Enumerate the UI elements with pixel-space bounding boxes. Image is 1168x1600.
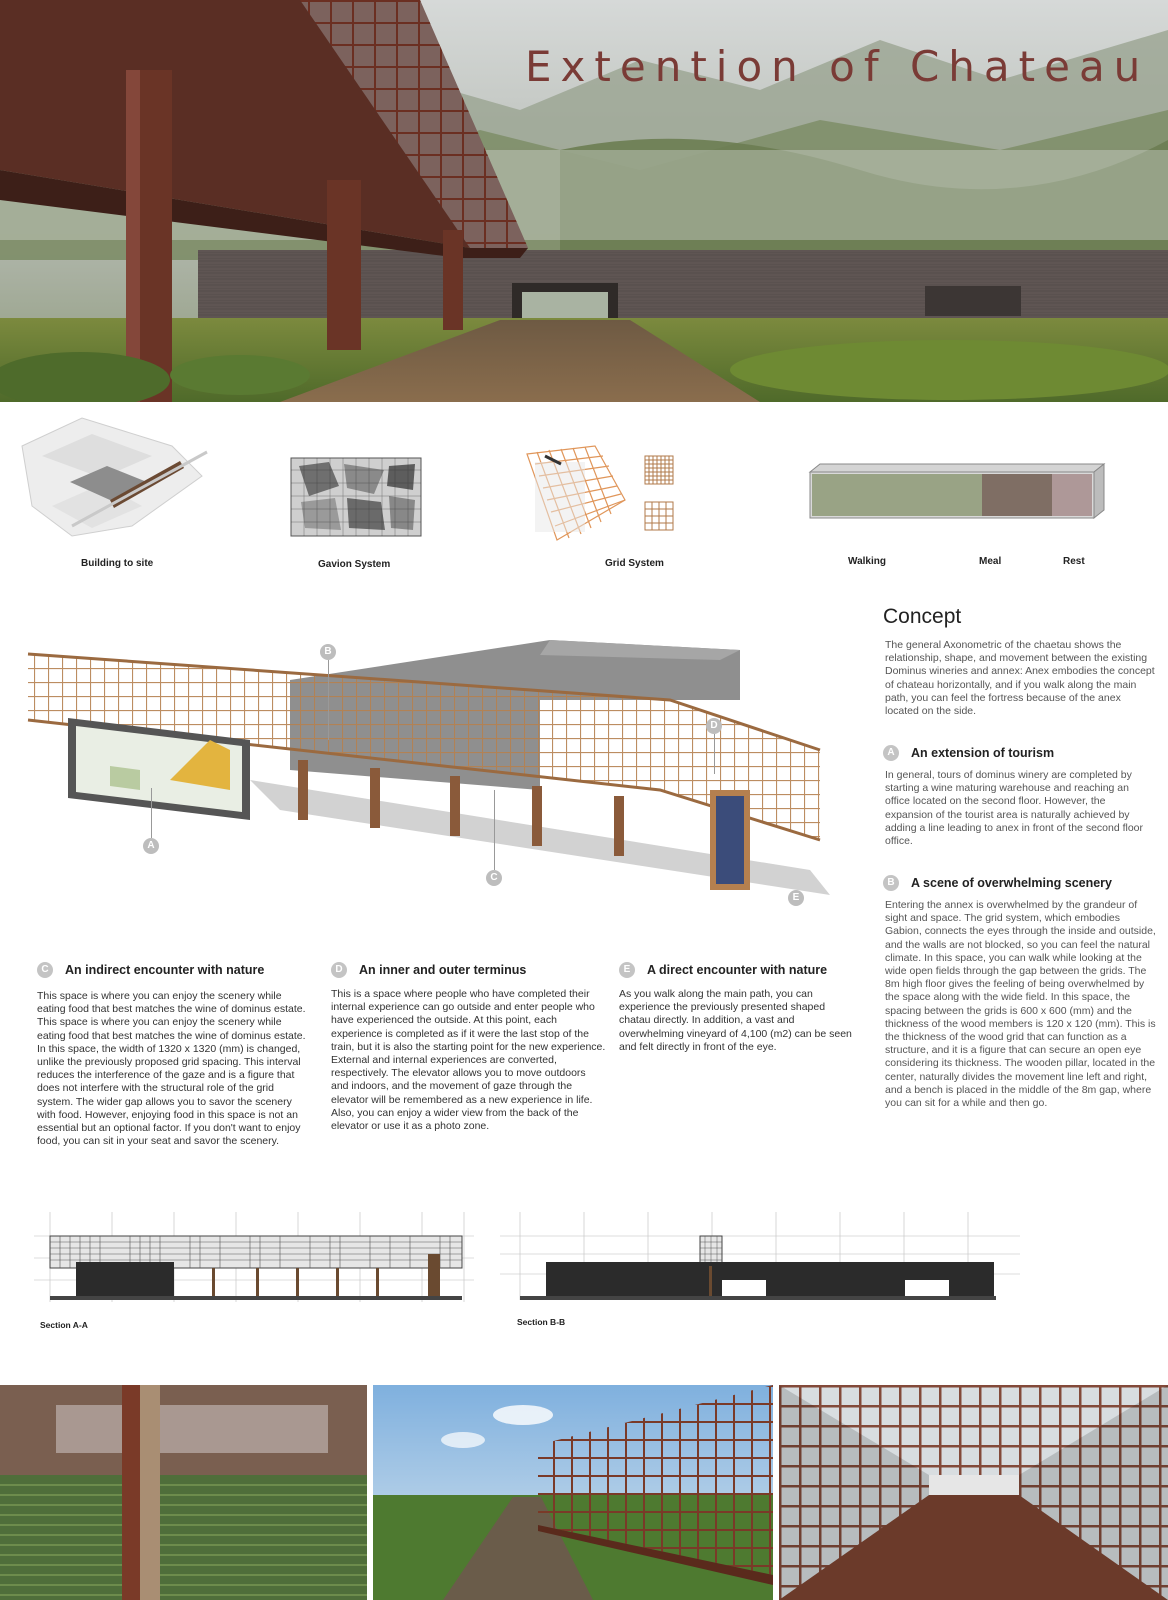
- marker-e: E: [788, 890, 804, 906]
- label-gavion-system: Gavion System: [318, 559, 391, 570]
- heading-d-title: An inner and outer terminus: [359, 963, 527, 977]
- marker-line-b: [328, 660, 329, 740]
- heading-e: [619, 962, 827, 978]
- label-grid-system: Grid System: [605, 558, 664, 569]
- aerial-plan-render: [0, 1385, 367, 1600]
- heading-b-title: A scene of overwhelming scenery: [911, 876, 1113, 890]
- section-bb: [500, 1210, 1020, 1306]
- hero-render: [0, 0, 1168, 402]
- heading-c-title: An indirect encounter with nature: [65, 963, 265, 977]
- section-aa-drawing: [34, 1210, 474, 1310]
- heading-d: [331, 962, 526, 978]
- body-d: This is a space where people who have completed their internal experience can go outside and enter people who have experienced the outside. At this point, each experience is completed as if it were the last stop of the train, but it is also the starting point for the new experience. External and internal experiences are converted, respectively. The elevator allows you to move outdoors and indoors, and the movement of gaze through the elevator will be remembered as a new experience in life. Also, you can enjoy a wider view from the back of the elevator or use it as a photo zone.: [331, 988, 606, 1133]
- grid-drawing: [525, 440, 685, 546]
- gavion-diagram: [289, 456, 423, 538]
- heading-b: [883, 875, 1112, 891]
- marker-c: C: [486, 870, 502, 886]
- marker-line-d: [714, 734, 715, 774]
- heading-e-title: A direct encounter with nature: [647, 963, 828, 977]
- heading-c: [37, 962, 264, 978]
- gavion-drawing: [289, 456, 423, 538]
- render-aerial: [0, 1385, 367, 1600]
- marker-line-c: [494, 790, 495, 870]
- label-walking: Walking: [848, 556, 886, 567]
- label-rest: Rest: [1063, 556, 1085, 567]
- marker-b: B: [320, 644, 336, 660]
- section-aa: [34, 1210, 474, 1310]
- badge-c: C: [37, 962, 53, 978]
- label-building-to-site: Building to site: [81, 558, 154, 569]
- exterior-perspective-render: [373, 1385, 773, 1600]
- site-plan-drawing: [12, 416, 212, 544]
- section-bb-label: Section B-B: [517, 1317, 566, 1327]
- heading-a-title: An extension of tourism: [911, 746, 1055, 760]
- section-aa-label: Section A-A: [40, 1320, 88, 1330]
- badge-b: B: [883, 875, 899, 891]
- interior-corridor-render: [779, 1385, 1168, 1600]
- body-c: This space is where you can enjoy the scenery while eating food that best matches the wine of dominus estate. This space is where you can enjoy the scenery while eating food that best matches the wine of dominus estate. In this space, the width of 1320 x 1320 (mm) is changed, unlike the previously proposed grid spacing. This interval reduces the interference of the gaze and is a figure that does not interfere with the structural role of the grid system. The wider gap allows you to savor the scenery with food. However, enjoying food in this space is not an essential but an optional factor. If you don't want to enjoy food, you can sit in your seat and savor the scenery.: [37, 990, 306, 1148]
- badge-d: D: [331, 962, 347, 978]
- render-interior: [779, 1385, 1168, 1600]
- marker-a: A: [143, 838, 159, 854]
- site-diagram: [12, 416, 212, 544]
- body-b: Entering the annex is overwhelmed by the grandeur of sight and space. The grid system, which embodies Gabion, connects the eyes through the inside and outside, and the walls are not blocked, so you can feel the natural climate. In this space, you can walk while looking at the wide open fields through the gap between the grids. The 8m high floor gives the feeling of being overwhelmed by the space along with the wide field. In this space, the spacing between the grids is 600 x 600 (mm) and the thickness of the wood members is 120 x 120 (mm). This is the thickness of the wood grid that can function as a structure, and it is a figure that can secure an open eye considering its thickness. The wooden pillar, located in the center, naturally divides the movement line left and right, and a bench is placed in the middle of the 8m gap, where you can sit for a while and then go.: [885, 899, 1156, 1110]
- poster-title: Extention of Chateau: [525, 42, 1150, 91]
- grid-diagram: [525, 440, 685, 546]
- render-exterior: [373, 1385, 773, 1600]
- badge-e: E: [619, 962, 635, 978]
- marker-d: D: [706, 718, 722, 734]
- axonometric-model: [20, 640, 840, 930]
- concept-body: The general Axonometric of the chaetau shows the relationship, shape, and movement between the existing Dominus wineries and annex: Anex embodies the concept of chateau horizontally, and if you walk along the main path, you can feel the fortress because of the anex located on the side.: [885, 639, 1155, 718]
- section-bb-drawing: [500, 1210, 1020, 1306]
- badge-a: A: [883, 745, 899, 761]
- marker-line-a: [151, 788, 152, 838]
- label-meal: Meal: [979, 556, 1002, 567]
- concept-heading: Concept: [883, 605, 962, 628]
- program-diagram: [808, 462, 1108, 522]
- axonometric-drawing: [20, 640, 840, 930]
- body-a: In general, tours of dominus winery are completed by starting a wine maturing warehouse and reaching an office located on the second floor. However, the expansion of the tourist area is naturally achieved by adding a line leading to anex in front of the second floor office.: [885, 769, 1144, 848]
- program-massing-drawing: [808, 462, 1108, 522]
- heading-a: [883, 745, 1054, 761]
- body-e: As you walk along the main path, you can experience the previously presented shaped chatau directly. In addition, a vast and overwhelming vineyard of 4,100 (m2) can be seen and felt directly in front of the eye.: [619, 988, 852, 1053]
